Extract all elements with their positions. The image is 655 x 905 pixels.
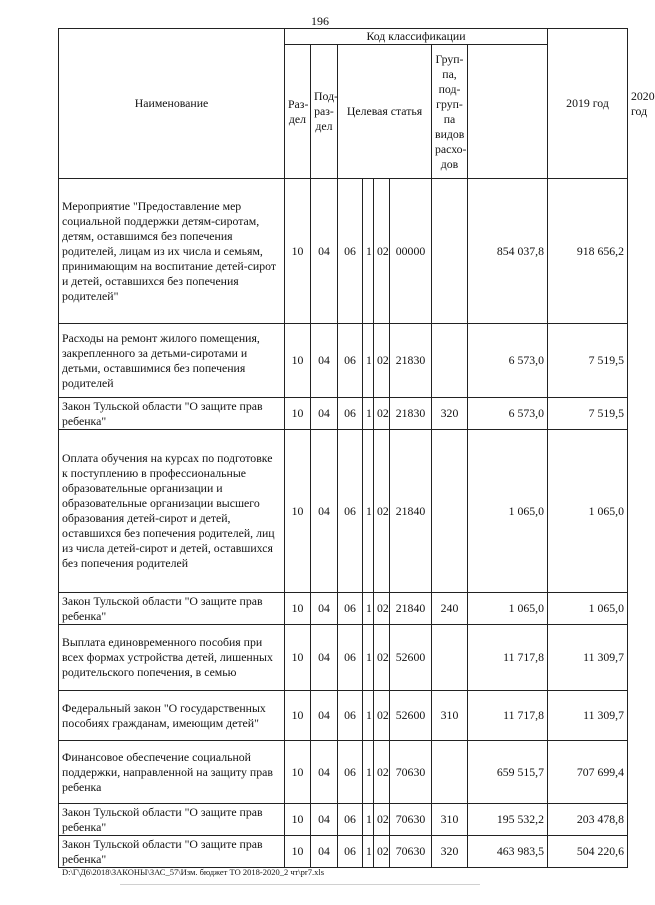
- cell-y2019: 659 515,7: [468, 741, 548, 804]
- cell-name: Закон Тульской области "О защите прав ребенка": [59, 836, 285, 868]
- cell-name: Закон Тульской области "О защите прав ребенка": [59, 804, 285, 836]
- cell-t2: 1: [363, 625, 374, 691]
- cell-name: Федеральный закон "О государственных пособиях гражданам, имеющим детей": [59, 691, 285, 741]
- header-target: Целевая статья: [338, 45, 432, 179]
- cell-rz: 10: [285, 430, 311, 593]
- table-row: [59, 430, 628, 593]
- cell-y2019: 6 573,0: [468, 324, 548, 398]
- table-body: [59, 179, 628, 868]
- cell-pr: 04: [311, 741, 338, 804]
- table-row: [59, 741, 628, 804]
- cell-name: Расходы на ремонт жилого помещения, закрепленного за детьми-сиротами и детьми, оставшимися без попечения родителей: [59, 324, 285, 398]
- cell-t1: 06: [338, 625, 363, 691]
- cell-y2020: 1 065,0: [548, 593, 628, 625]
- cell-y2019: 11 717,8: [468, 691, 548, 741]
- cell-rz: 10: [285, 625, 311, 691]
- cell-name: Оплата обучения на курсах по подготовке к поступлению в профессиональные образовательные организации и образовательные организации высшего образования детей-сирот и детей, оставшихся без попечения родителей, лиц из числа детей-сирот и детей, оставшихся без попечения родителей: [59, 430, 285, 593]
- cell-rz: 10: [285, 398, 311, 430]
- header-code: Код классификации: [285, 29, 548, 45]
- cell-y2020: 7 519,5: [548, 398, 628, 430]
- cell-t3: 02: [374, 179, 390, 324]
- cell-y2019: 11 717,8: [468, 625, 548, 691]
- header-group: Груп-па, под-груп-па видов расхо-дов: [432, 45, 468, 179]
- cell-pr: 04: [311, 593, 338, 625]
- cell-y2020: 1 065,0: [548, 430, 628, 593]
- cell-t3: 02: [374, 324, 390, 398]
- cell-t4: 21830: [390, 398, 432, 430]
- cell-t3: 02: [374, 398, 390, 430]
- cell-t3: 02: [374, 804, 390, 836]
- cell-t1: 06: [338, 324, 363, 398]
- cell-rz: 10: [285, 804, 311, 836]
- cell-y2020: 11 309,7: [548, 691, 628, 741]
- cell-t1: 06: [338, 741, 363, 804]
- cell-t4: 21830: [390, 324, 432, 398]
- table-row: [59, 836, 628, 868]
- header-name: Наименование: [59, 29, 285, 179]
- cell-name: Закон Тульской области "О защите прав ребенка": [59, 593, 285, 625]
- table-row: [59, 625, 628, 691]
- cell-t3: 02: [374, 836, 390, 868]
- cell-vr: 320: [432, 398, 468, 430]
- table-row: [59, 179, 628, 324]
- header-section: Раз-дел: [285, 45, 311, 179]
- cell-t4: 70630: [390, 836, 432, 868]
- cell-t1: 06: [338, 804, 363, 836]
- cell-rz: 10: [285, 741, 311, 804]
- cell-pr: 04: [311, 398, 338, 430]
- cell-y2019: 1 065,0: [468, 430, 548, 593]
- cell-y2020: 918 656,2: [548, 179, 628, 324]
- cell-t3: 02: [374, 430, 390, 593]
- cell-t2: 1: [363, 691, 374, 741]
- cell-t4: 52600: [390, 625, 432, 691]
- cell-t4: 70630: [390, 741, 432, 804]
- header-year-2019: 2019 год: [548, 29, 628, 179]
- cell-t2: 1: [363, 836, 374, 868]
- cell-y2020: 504 220,6: [548, 836, 628, 868]
- header-subsection: Под-раз-дел: [311, 45, 338, 179]
- table-row: [59, 324, 628, 398]
- cell-t1: 06: [338, 836, 363, 868]
- cell-t1: 06: [338, 430, 363, 593]
- cell-t2: 1: [363, 804, 374, 836]
- budget-table: Наименование Код классификации 2019 год 2020 год Раз-дел Под-раз-дел Целевая статья Груп-па, под-груп-па видов расхо-дов Мероприятие "Предоставление мер социальной поддержки детям-сиротам, детям, оставшимся без попечения родителей, лицам из их числа и семьям, принимающим на воспитание детей-сирот и детей, оставшихся без попечения родителей" 10 04 06 1 02 00000 854 037,8 918 656,2 Расходы на ремонт жилого помещения, закрепленного за детьми-сиротами и детьми, оставшимися без попечения родителей 10 04 06 1 02 21830 6 573,0 7 519,5 Закон Тульской области "О защите прав ребенка" 10 04 06 1 02 21830 320 6 573,0 7 519,5 Оплата обучения на курсах по подготовке к поступлению в профессиональные образовательные организации и образовательные организации высшего образования детей-сирот и детей, оставшихся без попечения родителей, лиц из числа детей-сирот и детей, оставшихся без попечения родителей 10 04 06 1 02 21840 1 065,0 1 065,0 Закон Тульской области "О защите прав ребенка" 10 04 06 1 02 21840 240 1 065,0 1 065,0 Выплата единовременного пособия при всех формах устройства детей, лишенных родительского попечения, в семью 10 04 06 1 02 52600 11 717,8 11 309,7 Федеральный закон "О государственных пособиях гражданам, имеющим детей" 10 04 06 1 02 52600 310 11 717,8 11 309,7 Финансовое обеспечение социальной поддержки, направленной на защиту прав ребенка 10 04 06 1 02 70630 659 515,7 707 699,4 Закон Тульской области "О защите прав ребенка" 10 04 06 1 02 70630 310 195 532,2 203 478,8 Закон Тульской области "О защите прав ребенка" 10 04 06 1 02 70630 320 463 983,5 504 220,6: [58, 28, 628, 868]
- cell-pr: 04: [311, 625, 338, 691]
- cell-y2019: 1 065,0: [468, 593, 548, 625]
- cell-y2020: 203 478,8: [548, 804, 628, 836]
- cell-t4: 21840: [390, 430, 432, 593]
- table-row: [59, 398, 628, 430]
- cell-t2: 1: [363, 324, 374, 398]
- cell-rz: 10: [285, 593, 311, 625]
- cell-y2020: 707 699,4: [548, 741, 628, 804]
- table-row: [59, 804, 628, 836]
- cell-vr: 320: [432, 836, 468, 868]
- cell-y2019: 463 983,5: [468, 836, 548, 868]
- cell-vr: [432, 324, 468, 398]
- cell-t4: 52600: [390, 691, 432, 741]
- cell-pr: 04: [311, 179, 338, 324]
- cell-rz: 10: [285, 179, 311, 324]
- cell-rz: 10: [285, 691, 311, 741]
- cell-t4: 70630: [390, 804, 432, 836]
- cell-t1: 06: [338, 691, 363, 741]
- cell-vr: [432, 179, 468, 324]
- cell-y2020: 7 519,5: [548, 324, 628, 398]
- cell-name: Мероприятие "Предоставление мер социальной поддержки детям-сиротам, детям, оставшимся без попечения родителей, лицам из их числа и семьям, принимающим на воспитание детей-сирот и детей, оставшихся без попечения родителей": [59, 179, 285, 324]
- cell-pr: 04: [311, 804, 338, 836]
- cell-t4: 00000: [390, 179, 432, 324]
- cell-t2: 1: [363, 179, 374, 324]
- cell-name: Закон Тульской области "О защите прав ребенка": [59, 398, 285, 430]
- page-number: 196: [311, 14, 329, 28]
- cell-pr: 04: [311, 836, 338, 868]
- cell-t3: 02: [374, 741, 390, 804]
- cell-vr: [432, 625, 468, 691]
- cell-rz: 10: [285, 324, 311, 398]
- cell-t2: 1: [363, 741, 374, 804]
- cell-pr: 04: [311, 691, 338, 741]
- cell-vr: [432, 430, 468, 593]
- cell-y2020: 11 309,7: [548, 625, 628, 691]
- cell-rz: 10: [285, 836, 311, 868]
- cell-t2: 1: [363, 593, 374, 625]
- cell-vr: 310: [432, 804, 468, 836]
- cell-name: Финансовое обеспечение социальной поддержки, направленной на защиту прав ребенка: [59, 741, 285, 804]
- cell-name: Выплата единовременного пособия при всех формах устройства детей, лишенных родительского попечения, в семью: [59, 625, 285, 691]
- file-path: D:\Г\Д6\2018\ЗАКОНЫ\ЗАС_57\Изм. бюджет ТО 2018-2020_2 чт\pr7.xls: [62, 867, 325, 877]
- cell-pr: 04: [311, 324, 338, 398]
- cell-t4: 21840: [390, 593, 432, 625]
- cell-t1: 06: [338, 593, 363, 625]
- table-row: [59, 593, 628, 625]
- cell-t3: 02: [374, 625, 390, 691]
- cell-t2: 1: [363, 430, 374, 593]
- cell-t1: 06: [338, 398, 363, 430]
- cell-t3: 02: [374, 691, 390, 741]
- cell-pr: 04: [311, 430, 338, 593]
- cell-y2019: 6 573,0: [468, 398, 548, 430]
- table-row: [59, 691, 628, 741]
- cell-y2019: 854 037,8: [468, 179, 548, 324]
- cell-vr: 310: [432, 691, 468, 741]
- scan-artifact-line: [120, 884, 480, 885]
- cell-y2019: 195 532,2: [468, 804, 548, 836]
- cell-vr: 240: [432, 593, 468, 625]
- cell-t2: 1: [363, 398, 374, 430]
- cell-vr: [432, 741, 468, 804]
- cell-t1: 06: [338, 179, 363, 324]
- cell-t3: 02: [374, 593, 390, 625]
